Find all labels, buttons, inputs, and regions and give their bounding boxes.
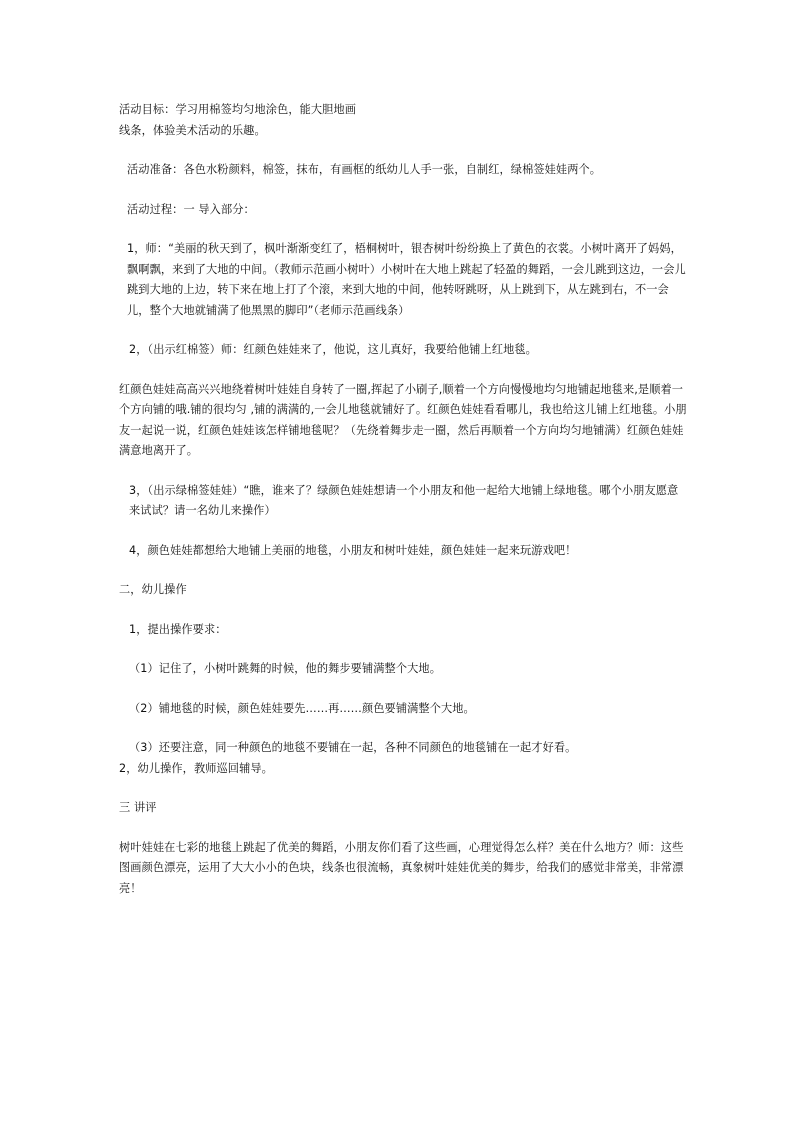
document-body <box>119 100 687 899</box>
requirement-3: （3）还要注意，同一种颜色的地毯不要铺在一起，各种不同颜色的地毯铺在一起才好看。 <box>129 741 577 754</box>
section-3-heading: 三 讲评 <box>119 801 157 814</box>
prep-paragraph: 活动准备：各色水粉颜料，棉签，抹布，有画框的纸幼儿人手一张，自制红，绿棉签娃娃两个。 <box>127 163 602 176</box>
process-heading: 活动过程：一 导入部分： <box>127 202 255 216</box>
goal-line-2: 线条，体验美术活动的乐趣。 <box>119 123 266 137</box>
section-2-heading: 二，幼儿操作 <box>119 583 187 596</box>
step-3-paragraph: 3，（出示绿棉签娃娃）“瞧，谁来了？绿颜色娃娃想请一个小朋友和他一起给大地铺上绿地毯。哪个小朋友愿意来试试？请一名幼儿来操作） <box>129 483 679 517</box>
goal-line-1: 活动目标：学习用棉签均匀地涂色，能大胆地画 <box>119 103 357 116</box>
step-1-paragraph: 1，师：“美丽的秋天到了，枫叶渐渐变红了，梧桐树叶，银杏树叶纷纷换上了黄色的衣裳。小树叶离开了妈妈，飘啊飘，来到了大地的中间。（教师示范画小树叶）小树叶在大地上跳起了轻盈的舞蹈，一会儿跳到这边，一会儿跳到大地的上边，转下来在地上打了个滚，来到大地的中间，他转呀跳呀，从上跳到下，从左跳到右，不一会儿，整个大地就铺满了他黑黑的脚印”（老师示范画线条） <box>127 242 686 317</box>
requirement-1: （1）记住了，小树叶跳舞的时候，他的舞步要铺满整个大地。 <box>129 662 441 675</box>
requirement-2: （2）铺地毯的时候，颜色娃娃要先……再……颜色要铺满整个大地。 <box>129 701 475 715</box>
step-4-paragraph: 4，颜色娃娃都想给大地铺上美丽的地毯，小朋友和树叶娃娃，颜色娃娃一起来玩游戏吧！ <box>129 543 577 557</box>
section-2-item-2: 2，幼儿操作，教师巡回辅导。 <box>119 761 273 775</box>
red-doll-paragraph: 红颜色娃娃高高兴兴地绕着树叶娃娃自身转了一圈,挥起了小刷子,顺着一个方向慢慢地均匀地铺起地毯来,是顺着一个方向铺的哦.铺的很均匀 ,铺的满满的,一会儿地毯就铺好了。红颜色娃娃看看哪儿，我也给这儿铺上红地毯。小朋友一起说一说，红颜色娃娃该怎样铺地毯呢？（先绕着舞步走一圈，然后再顺着一个方向均匀地铺满）红颜色娃娃满意地离开了。 <box>119 382 687 457</box>
review-paragraph: 树叶娃娃在七彩的地毯上跳起了优美的舞蹈，小朋友你们看了这些画，心理觉得怎么样？美在什么地方？师：这些图画颜色漂亮，运用了大大小小的色块，线条也很流畅，真象树叶娃娃优美的舞步，给我们的感觉非常美，非常漂亮！ <box>119 840 684 895</box>
section-2-item-1: 1，提出操作要求： <box>129 622 227 636</box>
step-2-paragraph: 2，（出示红棉签）师：红颜色娃娃来了，他说，这儿真好，我要给他铺上红地毯。 <box>129 343 537 356</box>
